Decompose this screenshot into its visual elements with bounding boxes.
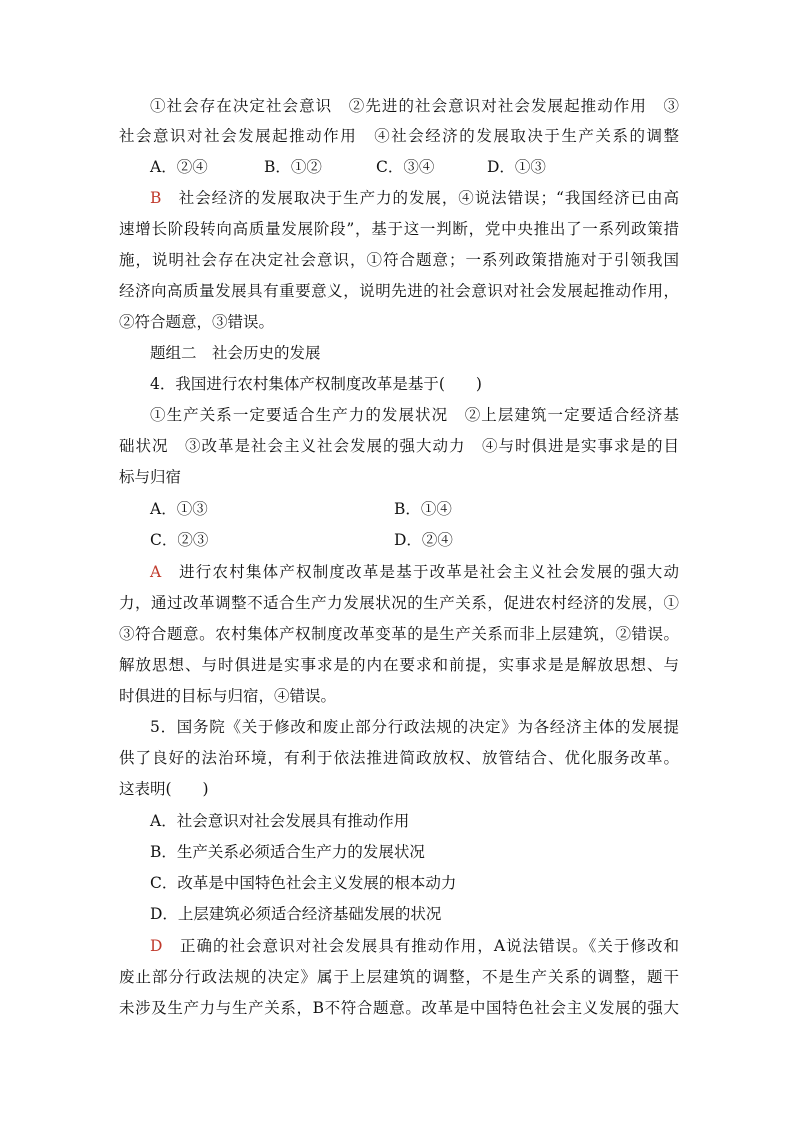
q5-stem-line-2: 供了良好的法治环境，有利于依法推进简政放权、放管结合、优化服务改革。: [119, 749, 679, 767]
q4-option-b: B．①④: [394, 500, 452, 518]
q4-explanation-line-3: ③符合题意。农村集体产权制度改革变革的是生产关系而非上层建筑，②错误。: [119, 625, 679, 643]
q4-statement-line-3: 标与归宿: [119, 468, 182, 486]
q3-explanation-line-1: B 社会经济的发展取决于生产力的发展，④说法错误；“我国经济已由高: [150, 189, 679, 207]
q4-answer: A: [150, 563, 162, 581]
q5-option-d: D．上层建筑必须适合经济基础发展的状况: [150, 905, 442, 923]
q5-explanation-line-2: 废止部分行政法规的决定》属于上层建筑的调整，不是生产关系的调整，题干: [119, 968, 679, 986]
q3-explanation-line-4: 经济向高质量发展具有重要意义，说明先进的社会意识对社会发展起推动作用，: [119, 282, 679, 300]
q5-option-b: B．生产关系必须适合生产力的发展状况: [150, 843, 425, 861]
q3-explanation-line-2: 速增长阶段转向高质量发展阶段”，基于这一判断，党中央推出了一系列政策措: [119, 220, 679, 238]
q3-statement-line-2: 社会意识对社会发展起推动作用 ④社会经济的发展取决于生产关系的调整: [119, 127, 679, 145]
q4-statement-line-2: 础状况 ③改革是社会主义社会发展的强大动力 ④与时俱进是实事求是的目: [119, 437, 679, 455]
q3-option-c: C．③④: [376, 158, 435, 176]
q3-statement-line-1: ①社会存在决定社会意识 ②先进的社会意识对社会发展起推动作用 ③: [150, 97, 679, 115]
q5-answer: D: [150, 937, 163, 955]
q4-explanation-line-1: A 进行农村集体产权制度改革是基于改革是社会主义社会发展的强大动: [150, 563, 679, 581]
q3-option-b: B．①②: [264, 158, 322, 176]
q5-explanation-line-3: 未涉及生产力与生产关系，B不符合题意。改革是中国特色社会主义发展的强大: [119, 999, 679, 1017]
q5-option-a: A．社会意识对社会发展具有推动作用: [150, 812, 410, 830]
q5-explanation-line-1: D 正确的社会意识对社会发展具有推动作用，A说法错误。《关于修改和: [150, 937, 679, 955]
q5-option-c: C．改革是中国特色社会主义发展的根本动力: [150, 874, 457, 892]
q4-explanation-line-2: 力，通过改革调整不适合生产力发展状况的生产关系，促进农村经济的发展，①: [119, 594, 679, 612]
q4-option-a: A．①③: [150, 500, 208, 518]
q5-stem-line-3: 这表明( ): [119, 780, 209, 798]
q3-answer: B: [150, 189, 162, 207]
q4-statement-line-1: ①生产关系一定要适合生产力的发展状况 ②上层建筑一定要适合经济基: [150, 406, 679, 424]
q4-explanation-line-4: 解放思想、与时俱进是实事求是的内在要求和前提，实事求是是解放思想、与: [119, 656, 679, 674]
q4-stem: 4．我国进行农村集体产权制度改革是基于( ): [150, 375, 482, 393]
q4-option-d: D．②④: [394, 531, 453, 549]
q4-explanation-line-5: 时俱进的目标与归宿，④错误。: [119, 687, 337, 705]
q3-explanation-line-3: 施，说明社会存在决定社会意识，①符合题意；一系列政策措施对于引领我国: [119, 251, 679, 269]
q5-stem-line-1: 5．国务院《关于修改和废止部分行政法规的决定》为各经济主体的发展提: [150, 718, 679, 736]
q4-option-c: C．②③: [150, 531, 209, 549]
q3-option-a: A．②④: [150, 158, 208, 176]
group-heading: 题组二 社会历史的发展: [150, 344, 321, 362]
q3-explanation-line-5: ②符合题意，③错误。: [119, 313, 275, 331]
q3-option-d: D．①③: [487, 158, 546, 176]
